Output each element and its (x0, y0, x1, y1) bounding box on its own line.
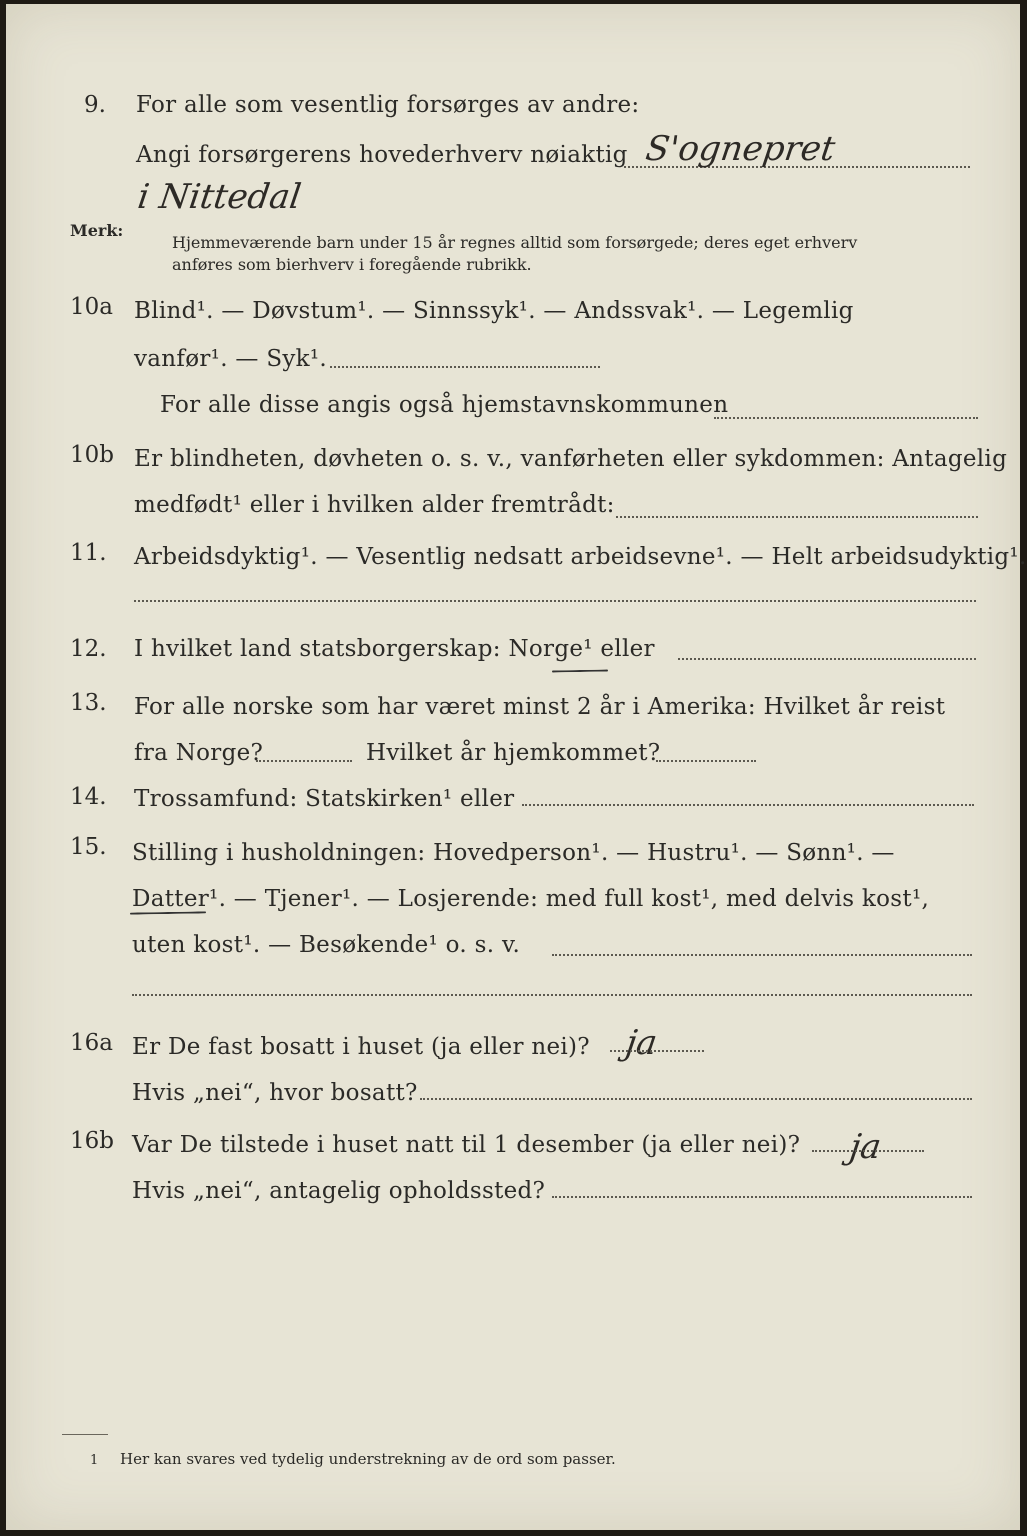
answer-line (134, 600, 976, 602)
question-11-number: 11. (70, 540, 107, 566)
question-16a-line-1: Er De fast bosatt i huset (ja eller nei)? (132, 1034, 590, 1060)
question-10b-line-1: Er blindheten, døvheten o. s. v., vanførheten eller sykdommen: Antagelig (134, 446, 1008, 472)
question-16a-number: 16a (70, 1030, 113, 1056)
question-12-line-1: I hvilket land statsborgerskap: Norge¹ eller (134, 636, 655, 662)
answer-line (256, 760, 352, 762)
census-form-page (6, 4, 1027, 1530)
question-9-number: 9. (84, 92, 106, 118)
question-10a-line-2: vanfør¹. — Syk¹. (134, 346, 328, 372)
question-14-line-1: Trossamfund: Statskirken¹ eller (134, 786, 515, 812)
footnote-text: Her kan svares ved tydelig understrekning av de ord som passer. (120, 1450, 616, 1468)
question-13-line-2a: fra Norge? (134, 740, 264, 766)
answer-line (610, 1050, 704, 1052)
question-16b-line-2: Hvis „nei“, antagelig opholdssted? (132, 1178, 546, 1204)
answer-line (616, 516, 978, 518)
question-9-line-2: Angi forsørgerens hovederhverv nøiaktig (136, 142, 628, 168)
answer-line (132, 994, 972, 996)
question-10a-number: 10a (70, 294, 113, 320)
question-13-number: 13. (70, 690, 107, 716)
question-15-line-3: uten kost¹. — Besøkende¹ o. s. v. (132, 932, 521, 958)
answer-line (678, 658, 976, 660)
answer-line (552, 954, 972, 956)
question-10a-line-3: For alle disse angis også hjemstavnskommunen (160, 392, 729, 418)
question-12-number: 12. (70, 636, 107, 662)
handwritten-answer-place: i Nittedal (135, 177, 304, 217)
answer-line (330, 366, 600, 368)
question-9-line-1: For alle som vesentlig forsørges av andre: (136, 92, 640, 118)
note-line-1: Hjemmeværende barn under 15 år regnes alltid som forsørgede; deres eget erhverv (172, 233, 858, 252)
handwritten-answer-occupation: S'ognepret (643, 129, 838, 169)
answer-line (714, 417, 978, 419)
note-label: Merk: (70, 221, 124, 240)
note-line-2: anføres som bierhverv i foregående rubrikk. (172, 255, 532, 274)
handwritten-answer-16b: ja (847, 1127, 884, 1167)
question-11-line-1: Arbeidsdyktig¹. — Vesentlig nedsatt arbeidsevne¹. — Helt arbeidsudyktig¹. (134, 544, 1027, 570)
answer-line (552, 1196, 972, 1198)
question-10a-line-1: Blind¹. — Døvstum¹. — Sinnssyk¹. — Andssvak¹. — Legemlig (134, 298, 854, 324)
question-10b-line-2: medfødt¹ eller i hvilken alder fremtrådt: (134, 492, 615, 518)
question-14-number: 14. (70, 784, 107, 810)
question-13-line-2b: Hvilket år hjemkommet? (366, 740, 661, 766)
handwritten-underline-datter (130, 911, 206, 914)
question-15-line-2: Datter¹. — Tjener¹. — Losjerende: med full kost¹, med delvis kost¹, (132, 886, 930, 912)
answer-line (656, 760, 756, 762)
question-15-number: 15. (70, 834, 107, 860)
handwritten-underline-norge (552, 670, 608, 673)
footnote-mark: 1 (90, 1453, 99, 1468)
question-16b-number: 16b (70, 1128, 114, 1154)
question-16b-line-1: Var De tilstede i huset natt til 1 desember (ja eller nei)? (132, 1132, 801, 1158)
footnote-rule (62, 1434, 108, 1435)
answer-line (420, 1098, 972, 1100)
question-16a-line-2: Hvis „nei“, hvor bosatt? (132, 1080, 418, 1106)
question-10b-number: 10b (70, 442, 114, 468)
answer-line (522, 804, 974, 806)
question-13-line-1: For alle norske som har været minst 2 år i Amerika: Hvilket år reist (134, 694, 946, 720)
question-15-line-1: Stilling i husholdningen: Hovedperson¹. — Hustru¹. — Sønn¹. — (132, 840, 895, 866)
answer-line (812, 1150, 924, 1152)
handwritten-answer-16a: ja (623, 1023, 660, 1063)
